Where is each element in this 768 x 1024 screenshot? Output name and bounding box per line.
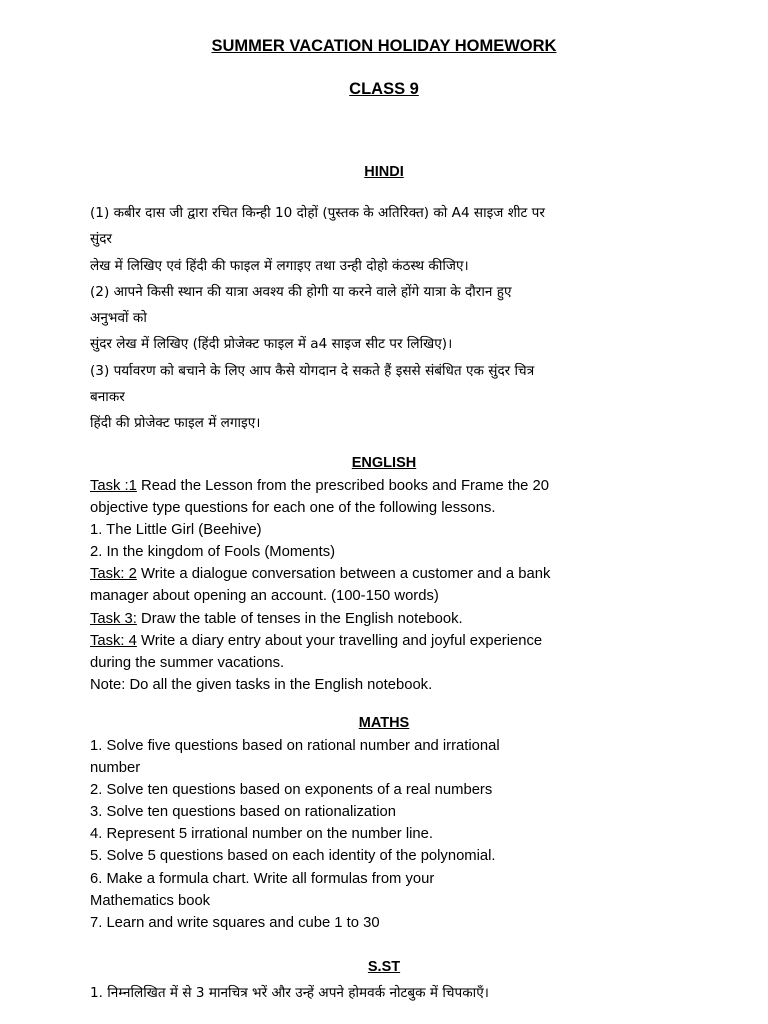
maths-line: 5. Solve 5 questions based on each identity of the polynomial. bbox=[90, 848, 496, 865]
hindi-line: (2) आपने किसी स्थान की यात्रा अवश्य की होगी या करने वाले होंगे यात्रा के दौरान हुए bbox=[90, 283, 512, 300]
english-line: 2. In the kingdom of Fools (Moments) bbox=[90, 544, 336, 561]
sst-section bbox=[90, 980, 670, 1006]
document-title: SUMMER VACATION HOLIDAY HOMEWORK bbox=[211, 37, 557, 55]
english-line: during the summer vacations. bbox=[90, 654, 285, 671]
task-text: Draw the table of tenses in the English notebook. bbox=[136, 610, 463, 627]
english-note: Note: Do all the given tasks in the English notebook. bbox=[90, 676, 433, 693]
maths-line: 4. Represent 5 irrational number on the number line. bbox=[90, 826, 433, 843]
task-text: Write a dialogue conversation between a customer and a bank bbox=[136, 566, 551, 583]
english-heading: ENGLISH bbox=[351, 455, 417, 471]
hindi-line: (3) पर्यावरण को बचाने के लिए आप कैसे योगदान दे सकते हैं इससे संबंधित एक सुंदर चित्र bbox=[90, 362, 535, 379]
task-label: Task: 4 bbox=[90, 632, 137, 649]
hindi-line: अनुभवों को bbox=[90, 310, 147, 327]
task-label: Task: 2 bbox=[90, 566, 137, 583]
english-line: 1. The Little Girl (Beehive) bbox=[90, 522, 262, 539]
maths-heading: MATHS bbox=[358, 715, 410, 731]
maths-line: 1. Solve five questions based on rational number and irrational bbox=[90, 738, 500, 754]
task-text: Read the Lesson from the prescribed books and Frame the 20 bbox=[136, 478, 549, 494]
hindi-line: सुंदर bbox=[90, 231, 112, 248]
maths-section bbox=[90, 735, 670, 934]
maths-line: 6. Make a formula chart. Write all formulas from your bbox=[90, 870, 435, 887]
english-section bbox=[90, 475, 670, 696]
task-text: Write a diary entry about your travelling and joyful experience bbox=[136, 632, 543, 649]
maths-line: 3. Solve ten questions based on rationalization bbox=[90, 804, 397, 821]
english-task-4 bbox=[90, 630, 670, 652]
hindi-line: (1) कबीर दास जी द्वारा रचित किन्ही 10 दोहों (पुस्तक के अतिरिक्त) को A4 साइज शीट पर bbox=[90, 205, 545, 221]
hindi-line: लेख में लिखिए एवं हिंदी की फाइल में लगाइए तथा उन्ही दोहो कंठस्थ कीजिए। bbox=[90, 257, 469, 274]
english-task-1 bbox=[90, 475, 670, 497]
maths-line: 7. Learn and write squares and cube 1 to 30 bbox=[90, 914, 380, 931]
english-line: objective type questions for each one of the following lessons. bbox=[90, 500, 496, 517]
english-line: manager about opening an account. (100-150 words) bbox=[90, 588, 439, 605]
task-label: Task 3: bbox=[90, 610, 137, 627]
hindi-line: हिंदी की प्रोजेक्ट फाइल में लगाइए। bbox=[90, 415, 261, 432]
maths-line: 2. Solve ten questions based on exponents of a real numbers bbox=[90, 782, 493, 799]
hindi-heading: HINDI bbox=[364, 164, 404, 180]
hindi-line: बनाकर bbox=[90, 389, 125, 406]
sst-heading: S.ST bbox=[367, 959, 401, 975]
maths-line: Mathematics book bbox=[90, 892, 211, 909]
english-task-3 bbox=[90, 608, 670, 630]
task-label: Task :1 bbox=[90, 478, 137, 494]
english-task-2 bbox=[90, 563, 670, 585]
maths-line: number bbox=[90, 760, 141, 777]
hindi-line: सुंदर लेख में लिखिए (हिंदी प्रोजेक्ट फाइल में a4 साइज सीट पर लिखिए)। bbox=[90, 336, 453, 353]
class-label: CLASS 9 bbox=[349, 80, 419, 98]
hindi-section bbox=[90, 200, 670, 437]
sst-line: 1. निम्नलिखित में से 3 मानचित्र भरें और उन्हें अपने होमवर्क नोटबुक में चिपकाएँ। bbox=[90, 985, 489, 1001]
